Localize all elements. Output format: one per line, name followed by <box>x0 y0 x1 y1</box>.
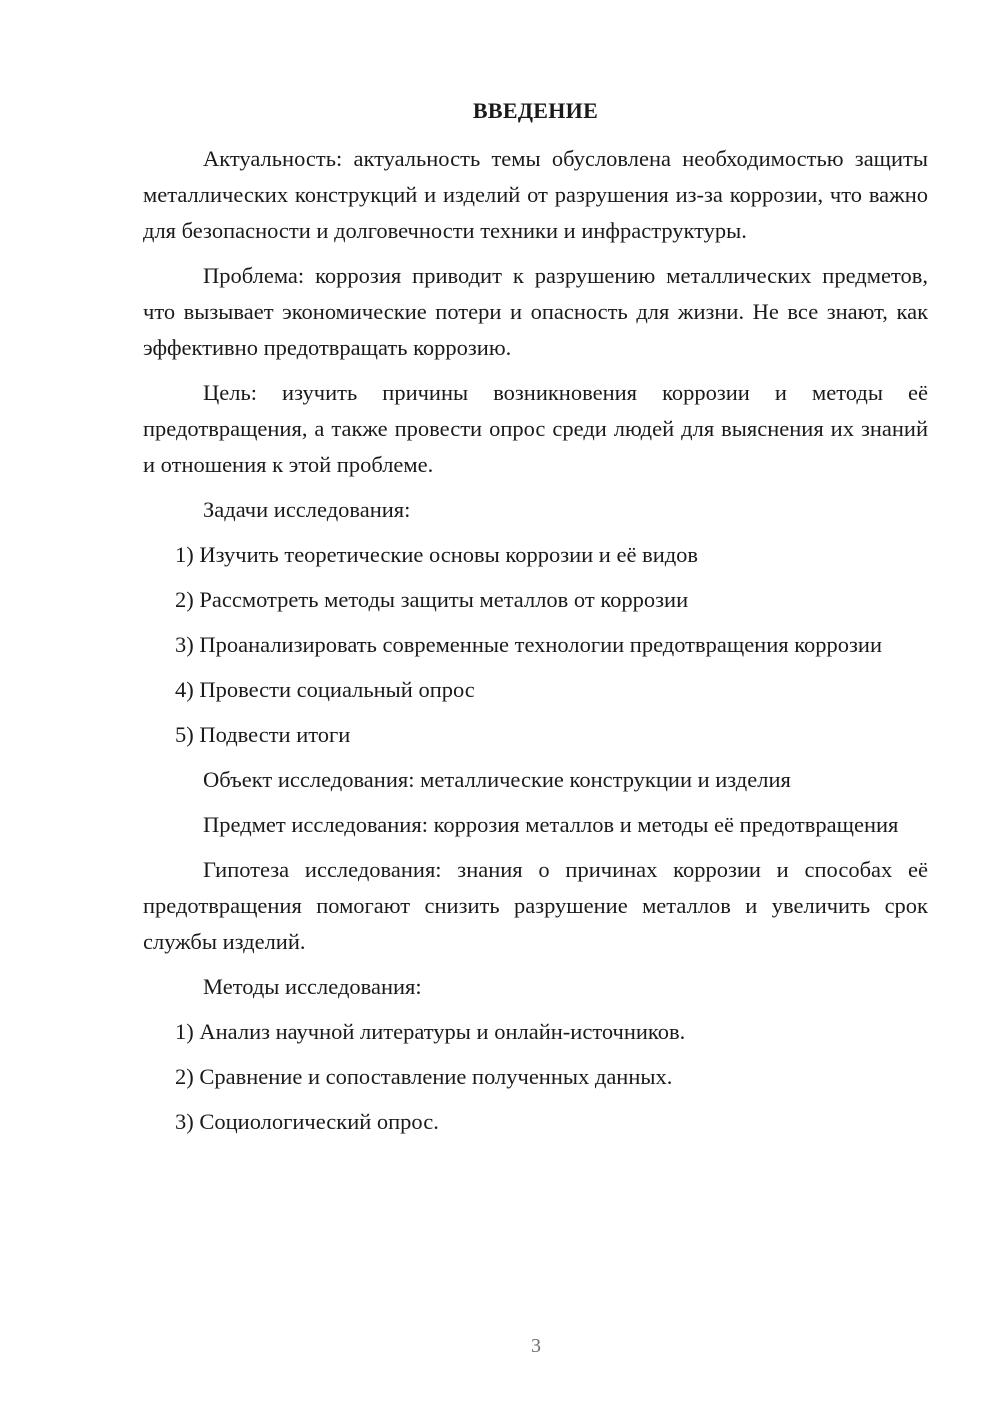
page-title: ВВЕДЕНИЕ <box>472 98 599 123</box>
task-item: 3) Проанализировать современные технологии предотвращения коррозии <box>175 632 882 657</box>
relevance-paragraph: Актуальность: актуальность темы обусловлена необходимостью защиты металлических конструкций и изделий от разрушения из-за коррозии, что важно для безопасности и долговечности техники и инфраструктуры. <box>143 146 928 243</box>
task-item: 4) Провести социальный опрос <box>175 677 475 702</box>
method-item: 1) Анализ научной литературы и онлайн-источников. <box>175 1019 686 1044</box>
page-number: 3 <box>531 1335 541 1357</box>
subject-paragraph: Предмет исследования: коррозия металлов и методы её предотвращения <box>203 812 899 837</box>
task-item: 2) Рассмотреть методы защиты металлов от коррозии <box>175 587 689 612</box>
goal-paragraph: Цель: изучить причины возникновения коррозии и методы её предотвращения, а также провести опрос среди людей для выяснения их знаний и отношения к этой проблеме. <box>143 380 928 477</box>
hypothesis-paragraph: Гипотеза исследования: знания о причинах коррозии и способах её предотвращения помогают снизить разрушение металлов и увеличить срок службы изделий. <box>143 857 928 954</box>
method-item: 3) Социологический опрос. <box>175 1109 439 1134</box>
task-item: 1) Изучить теоретические основы коррозии и её видов <box>175 542 699 567</box>
document-body <box>143 141 928 1140</box>
task-item: 5) Подвести итоги <box>175 722 351 747</box>
methods-heading: Методы исследования: <box>203 974 422 999</box>
object-paragraph: Объект исследования: металлические конструкции и изделия <box>203 767 791 792</box>
problem-paragraph: Проблема: коррозия приводит к разрушению металлических предметов, что вызывает экономические потери и опасность для жизни. Не все знают, как эффективно предотвращать коррозию. <box>143 263 928 360</box>
tasks-heading: Задачи исследования: <box>203 497 411 522</box>
method-item: 2) Сравнение и сопоставление полученных данных. <box>175 1064 673 1089</box>
